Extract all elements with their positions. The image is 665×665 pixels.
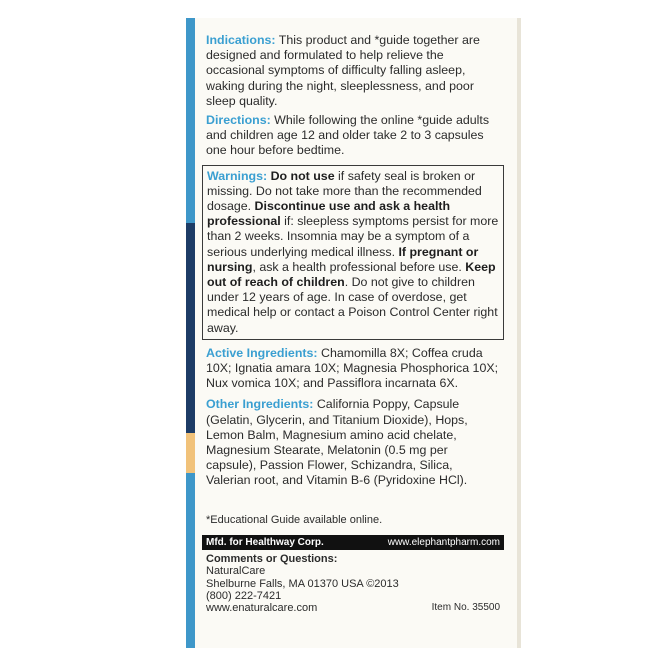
warning-text-3: , ask a health professional before use.: [252, 259, 466, 274]
warning-discontinue: Discontinue use and ask a health professional: [207, 199, 451, 229]
contact-block: [206, 553, 500, 615]
directions-paragraph: [206, 113, 500, 159]
active-ingredients-paragraph: [206, 346, 500, 392]
label-content: [206, 33, 500, 615]
contact-address: Shelburne Falls, MA 01370 USA ©2013: [206, 577, 399, 590]
educational-guide-note: *Educational Guide available online.: [206, 513, 383, 526]
warning-pregnant: If pregnant or nursing: [207, 244, 479, 274]
active-ingredients-text: Chamomilla 8X; Coffea cruda 10X; Ignatia amara 10X; Magnesia Phosphorica 10X; Nux vomica 10X; and Passiflora incarnata 6X.: [206, 345, 499, 391]
item-number: Item No. 35500: [431, 602, 500, 614]
strip-navy-segment: [186, 223, 195, 433]
contact-website: www.enaturalcare.com: [206, 602, 318, 615]
manufacturer-bar: [202, 535, 504, 550]
contact-heading: Comments or Questions:: [206, 552, 338, 565]
warnings-heading: Warnings:: [207, 168, 268, 183]
directions-text: While following the online *guide adults and children age 12 and older take 2 to 3 capsules one hour before bedtime.: [206, 113, 490, 158]
other-ingredients-text: California Poppy, Capsule (Gelatin, Glycerin, and Titanium Dioxide), Hops, Lemon Balm, Magnesium amino acid chelate, Magnesium Stearate, Melatonin (0.5 mg per capsule), Passion Flower, Schizandra, Silica, Valerian root, and Vitamin B-6 (Pyridoxine HCl).: [206, 397, 468, 488]
warnings-paragraph: [207, 169, 499, 336]
warning-text-2: if: sleepless symptoms persist for more than 2 weeks. Insomnia may be a symptom of a serious underlying medical illness.: [207, 214, 499, 259]
other-ingredients-paragraph: [206, 397, 500, 488]
indications-paragraph: [206, 33, 500, 109]
warning-keep-out: Keep out of reach of children: [207, 259, 496, 290]
other-ingredients-heading: Other Ingredients:: [206, 397, 314, 412]
panel-edge: [517, 18, 521, 648]
indications-text: This product and *guide together are designed and formulated to help relieve the occasional symptoms of difficulty falling asleep, waking during the night, sleeplessness, and poor sleep quality.: [206, 33, 480, 108]
package-side-color-strip: [186, 18, 195, 648]
strip-tan-segment: [186, 433, 195, 473]
contact-last-line: [206, 602, 500, 614]
warnings-box: [202, 165, 504, 340]
contact-company: NaturalCare: [206, 565, 266, 578]
active-ingredients-heading: Active Ingredients:: [206, 345, 318, 360]
indications-heading: Indications:: [206, 33, 276, 47]
manufacturer-name: Mfd. for Healthway Corp.: [206, 536, 324, 548]
directions-heading: Directions:: [206, 113, 271, 128]
warning-text-1: if safety seal is broken or missing. Do not take more than the recommended dosage.: [207, 168, 482, 214]
warning-do-not-use: Do not use: [270, 168, 335, 183]
warning-text-4: . Do not give to children under 12 years of age. In case of overdose, get medical help or contact a Poison Control Center right away.: [207, 275, 498, 335]
manufacturer-url: www.elephantpharm.com: [387, 536, 500, 548]
contact-phone: (800) 222-7421: [206, 589, 282, 602]
